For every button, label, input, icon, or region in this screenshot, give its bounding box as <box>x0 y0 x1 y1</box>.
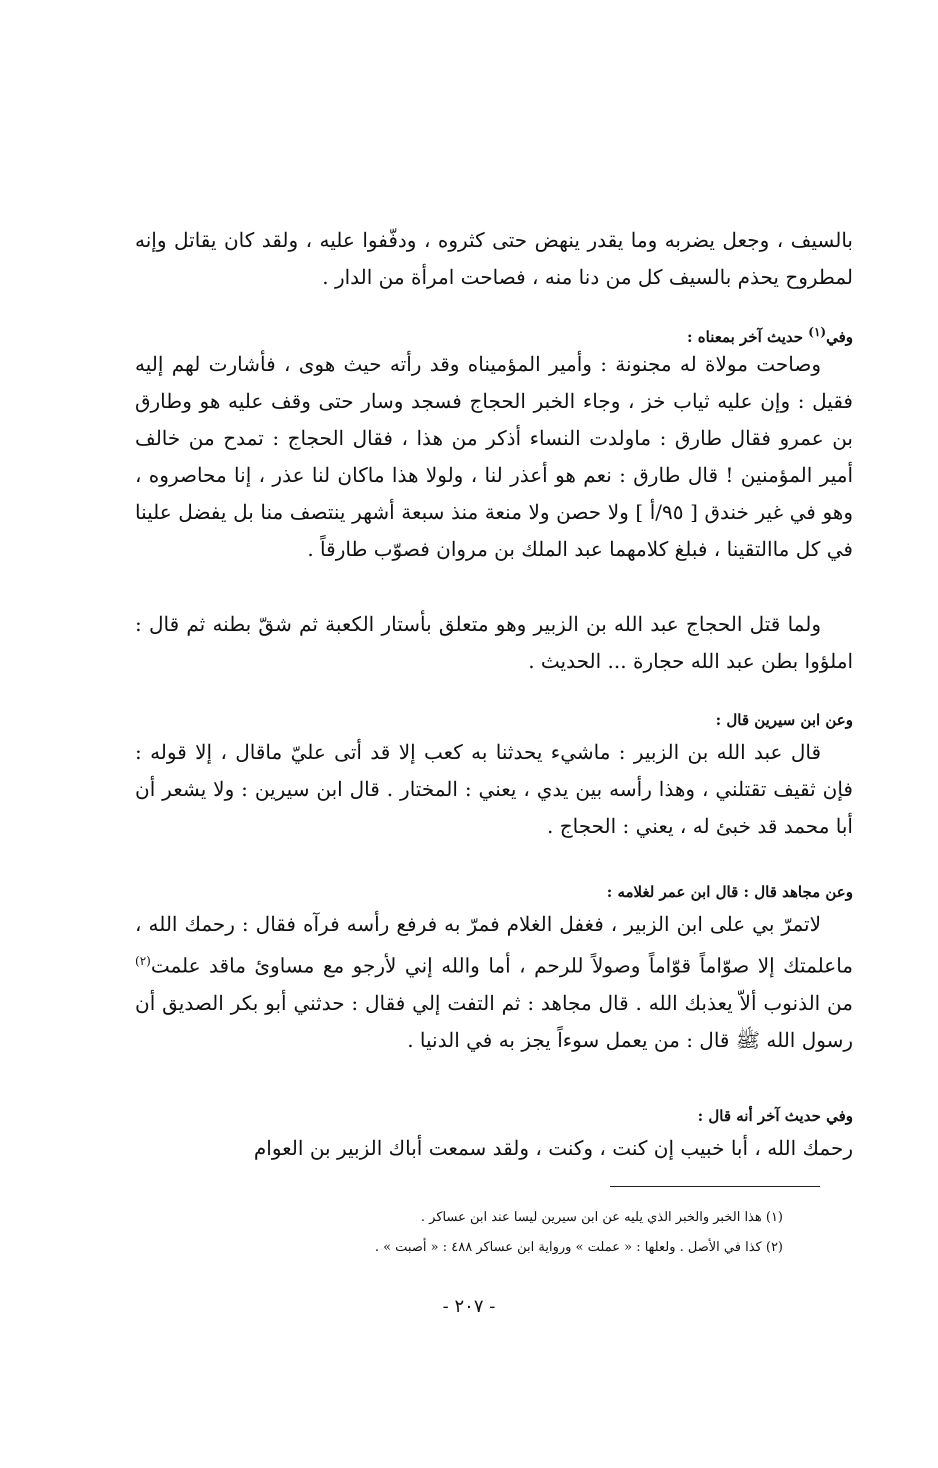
heading-hadith-akhar <box>135 320 853 349</box>
paragraph-text: بالسيف ، وجعل يضربه وما يقدر ينهض حتى كثروه ، ودفّفوا عليه ، ولقد كان يقاتل وإنه لمطروح يحذم بالسيف كل من دنا منه ، فصاحت امرأة من الدار . <box>135 228 853 289</box>
paragraph-text: قال عبد الله بن الزبير : ماشيء يحدثنا به كعب إلا قد أتى عليّ ماقال ، إلا قوله : فإن ثقيف تقتلني ، وهذا رأسه بين يدي ، يعني : المختار . قال ابن سيرين : ولا يشعر أن أبا محمد قد خبئ له ، يعني : الحجاج . <box>135 740 853 838</box>
paragraph-3 <box>135 606 853 680</box>
paragraph-4 <box>135 734 853 845</box>
paragraph-text: وصاحت مولاة له مجنونة : وأمير المؤميناه وقد رأته حيث هوى ، فأشارت لهم إليه فقيل : وإن عليه ثياب خز ، وجاء الخبر الحجاج فسجد وسار حتى وقف عليه هو وطارق بن عمرو فقال طارق : ماولدت النساء أذكر من هذا ، فقال الحجاج : تمدح من خالف أمير المؤمنين ! قال طارق : نعم هو أعذر لنا ، ولولا هذا ماكان لنا عذر ، إنا محاصروه ، وهو في غير خندق [ ٩٥/أ ] ولا حصن ولا منعة منذ سبعة أشهر ينتصف منا بل يفضل علينا في كل ماالتقينا ، فبلغ كلامهما عبد الملك بن مروان فصوّب طارقاً . <box>135 352 853 561</box>
heading-ibn-sirin <box>135 708 853 732</box>
footnote-2: (٢) كذا في الأصل . ولعلها : « عملت » ورواية ابن عساكر ٤٨٨ : « أصبت » . <box>374 1240 783 1255</box>
heading-text: وعن ابن سيرين قال : <box>715 711 853 729</box>
heading-prefix: وفي <box>826 328 853 346</box>
paragraph-5 <box>135 906 853 1059</box>
paragraph-text: رحمك الله ، أبا خبيب إن كنت ، وكنت ، ولقد سمعت أباك الزبير بن العوام <box>253 1136 853 1160</box>
footnote-ref-2: (٢) <box>135 954 151 968</box>
page-number: - ٢٠٧ - <box>442 1296 496 1317</box>
heading-suffix: حديث آخر بمعناه : <box>687 328 809 346</box>
paragraph-text-cont: من الذنوب ألاّ يعذبك الله . قال مجاهد : ثم التفت إلي فقال : حدثني أبو بكر الصديق أن رسول الله ﷺ قال : من يعمل سوءاً يجز به في الدنيا . <box>135 990 853 1052</box>
paragraph-text: ولما قتل الحجاج عبد الله بن الزبير وهو متعلق بأستار الكعبة ثم شقّ بطنه ثم قال : املؤوا بطن عبد الله حجارة ... الحديث . <box>135 612 853 673</box>
heading-text: وفي حديث آخر أنه قال : <box>697 1107 853 1125</box>
heading-mujahid <box>135 880 853 904</box>
paragraph-2 <box>135 346 853 568</box>
footnote-1: (١) هذا الخبر والخبر الذي يليه عن ابن سيرين ليسا عند ابن عساكر . <box>420 1210 783 1225</box>
paragraph-1 <box>135 222 853 296</box>
heading-hadith-akhar-2 <box>135 1104 853 1128</box>
paragraph-6 <box>135 1130 853 1167</box>
paragraph-text: لاتمرّ بي على ابن الزبير ، فغفل الغلام فمرّ به فرفع رأسه فرآه فقال : رحمك الله ، ماعلمتك إلا صوّاماً قوّاماً وصولاً للرحم ، أما والله إني لأرجو مع مساوئ ماقد علمت <box>135 912 853 978</box>
footnote-ref-1: (١) <box>808 325 827 339</box>
heading-text: وعن مجاهد قال : قال ابن عمر لغلامه : <box>606 883 853 901</box>
footnote-separator <box>610 1186 820 1187</box>
